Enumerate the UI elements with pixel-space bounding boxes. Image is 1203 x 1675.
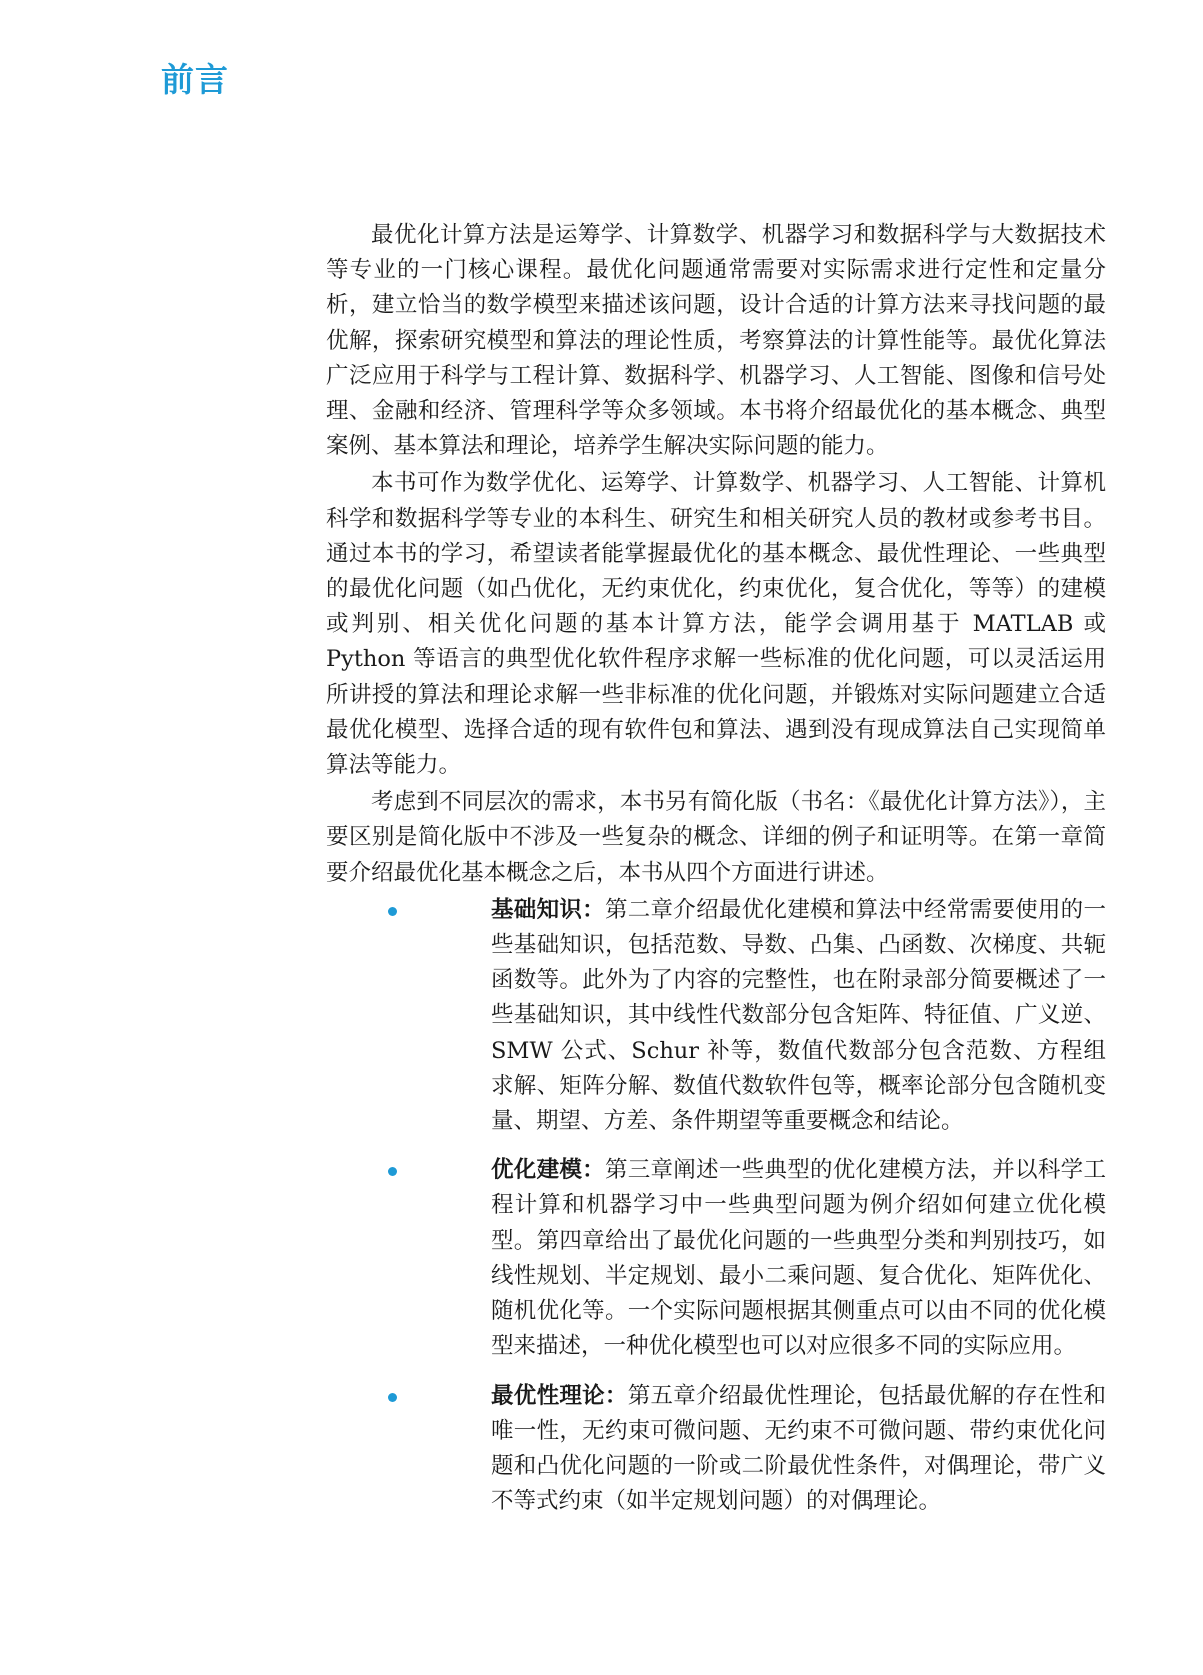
list-item-text: 第三章阐述一些典型的优化建模方法，并以科学工程计算和机器学习中一些典型问题为例介绍如何建立优化模型。第四章给出了最优化问题的一些典型分类和判别技巧，如线性规划、半定规划、最小二乘问题、复合优化、矩阵优化、随机优化等。一个实际问题根据其侧重点可以由不同的优化模型来描述，一种优化模型也可以对应很多不同的实际应用。 xyxy=(491,1157,1106,1360)
preface-body xyxy=(326,218,1106,1533)
paragraph-1: 最优化计算方法是运筹学、计算数学、机器学习和数据科学与大数据技术等专业的一门核心课程。最优化问题通常需要对实际需求进行定性和定量分析，建立恰当的数学模型来描述该问题，设计合适的计算方法来寻找问题的最优解，探索研究模型和算法的理论性质，考察算法的计算性能等。最优化算法广泛应用于科学与工程计算、数据科学、机器学习、人工智能、图像和信号处理、金融和经济、管理科学等众多领域。本书将介绍最优化的基本概念、典型案例、基本算法和理论，培养学生解决实际问题的能力。 xyxy=(326,222,1106,460)
list-item-basic-knowledge xyxy=(326,893,1106,1139)
list-item-heading: 优化建模： xyxy=(491,1157,605,1184)
list-item-text: 第二章介绍最优化建模和算法中经常需要使用的一些基础知识，包括范数、导数、凸集、凸函数、次梯度、共轭函数等。此外为了内容的完整性，也在附录部分简要概述了一些基础知识，其中线性代数部分包含矩阵、特征值、广义逆、SMW 公式、Schur 补等，数值代数部分包含范数、方程组求解、矩阵分解、数值代数软件包等，概率论部分包含随机变量、期望、方差、条件期望等重要概念和结论。 xyxy=(491,896,1106,1135)
bullet-dot-icon xyxy=(388,907,397,916)
list-item-text: 第五章介绍最优性理论，包括最优解的存在性和唯一性，无约束可微问题、无约束不可微问题、带约束优化问题和凸优化问题的一阶或二阶最优性条件，对偶理论，带广义不等式约束（如半定规划问题）的对偶理论。 xyxy=(491,1382,1106,1515)
list-item-heading: 最优性理论： xyxy=(491,1382,628,1409)
topic-list xyxy=(326,893,1106,1519)
page-title: 前言 xyxy=(161,60,229,99)
bullet-dot-icon xyxy=(388,1167,397,1176)
paragraph-3: 考虑到不同层次的需求，本书另有简化版（书名：《最优化计算方法》），主要区别是简化版中不涉及一些复杂的概念、详细的例子和证明等。在第一章简要介绍最优化基本概念之后，本书从四个方面进行讲述。 xyxy=(326,789,1106,886)
paragraph-2: 本书可作为数学优化、运筹学、计算数学、机器学习、人工智能、计算机科学和数据科学等专业的本科生、研究生和相关研究人员的教材或参考书目。通过本书的学习，希望读者能掌握最优化的基本概念、最优性理论、一些典型的最优化问题（如凸优化，无约束优化，约束优化，复合优化，等等）的建模或判别、相关优化问题的基本计算方法，能学会调用基于 MATLAB 或 Python 等语言的典型优化软件程序求解一些标准的优化问题，可以灵活运用所讲授的算法和理论求解一些非标准的优化问题，并锻炼对实际问题建立合适最优化模型、选择合适的现有软件包和算法、遇到没有现成算法自己实现简单算法等能力。 xyxy=(326,470,1106,779)
list-item-heading: 基础知识： xyxy=(491,896,605,923)
list-item-optimization-modeling xyxy=(326,1153,1106,1364)
list-item-optimality-theory xyxy=(326,1379,1106,1520)
bullet-dot-icon xyxy=(388,1393,397,1402)
